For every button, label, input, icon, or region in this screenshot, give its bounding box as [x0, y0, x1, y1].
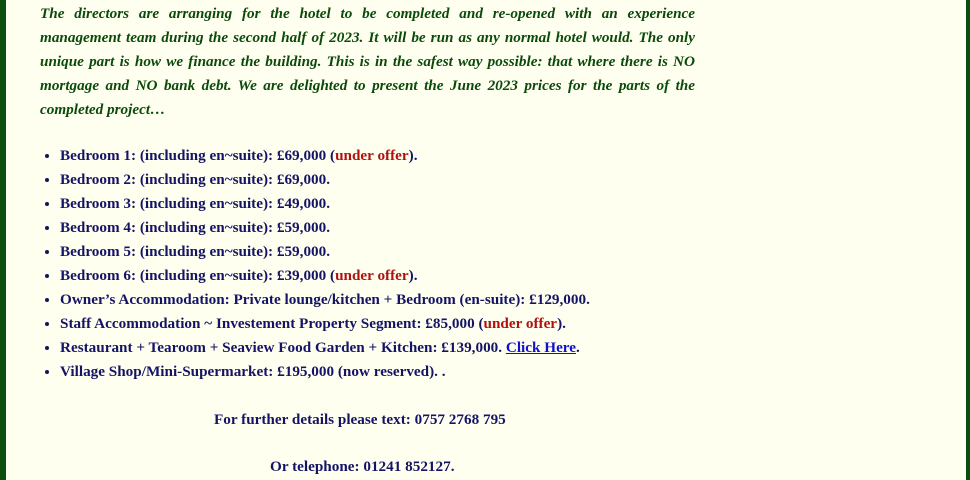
- contact-text-line: For further details please text: 0757 2768 795: [214, 411, 506, 428]
- list-item-staff-accommodation: • Staff Accommodation ~ Investement Property Segment: £85,000 (under offer).: [60, 312, 695, 336]
- list-item-restaurant: • Restaurant + Tearoom + Seaview Food Garden + Kitchen: £139,000. Click Here.: [60, 336, 695, 360]
- list-item-bedroom-6: • Bedroom 6: (including en~suite): £39,000 (under offer).: [60, 264, 695, 288]
- list-item-bedroom-4: • Bedroom 4: (including en~suite): £59,000.: [60, 216, 695, 240]
- list-item-village-shop: • Village Shop/Mini-Supermarket: £195,000 (now reserved). .: [60, 360, 695, 384]
- contact-phone-line: Or telephone: 01241 852127.: [270, 458, 455, 475]
- left-border: [0, 0, 6, 480]
- list-item-bedroom-3: • Bedroom 3: (including en~suite): £49,000.: [60, 192, 695, 216]
- under-offer-badge: under offer: [335, 147, 409, 164]
- list-item-bedroom-2: • Bedroom 2: (including en~suite): £69,000.: [60, 168, 695, 192]
- list-item-bedroom-5: • Bedroom 5: (including en~suite): £59,000.: [60, 240, 695, 264]
- under-offer-badge: under offer: [335, 267, 409, 284]
- main-content: [40, 2, 695, 384]
- price-list: [40, 144, 695, 384]
- list-item-owners-accommodation: • Owner’s Accommodation: Private lounge/kitchen + Bedroom (en-suite): £129,000.: [60, 288, 695, 312]
- under-offer-badge: under offer: [483, 315, 558, 332]
- intro-paragraph: The directors are arranging for the hotel to be completed and re-opened with an experience management team during the second half of 2023. It will be run as any normal hotel would. The only unique part is how we finance the building. This is in the safest way possible: that where there is NO mortgage and NO bank debt. We are delighted to present the June 2023 prices for the parts of the completed project…: [40, 5, 695, 118]
- click-here-link[interactable]: Click Here: [505, 339, 577, 356]
- right-border: [966, 0, 970, 480]
- list-item-bedroom-1: • Bedroom 1: (including en~suite): £69,000 (under offer).: [60, 144, 695, 168]
